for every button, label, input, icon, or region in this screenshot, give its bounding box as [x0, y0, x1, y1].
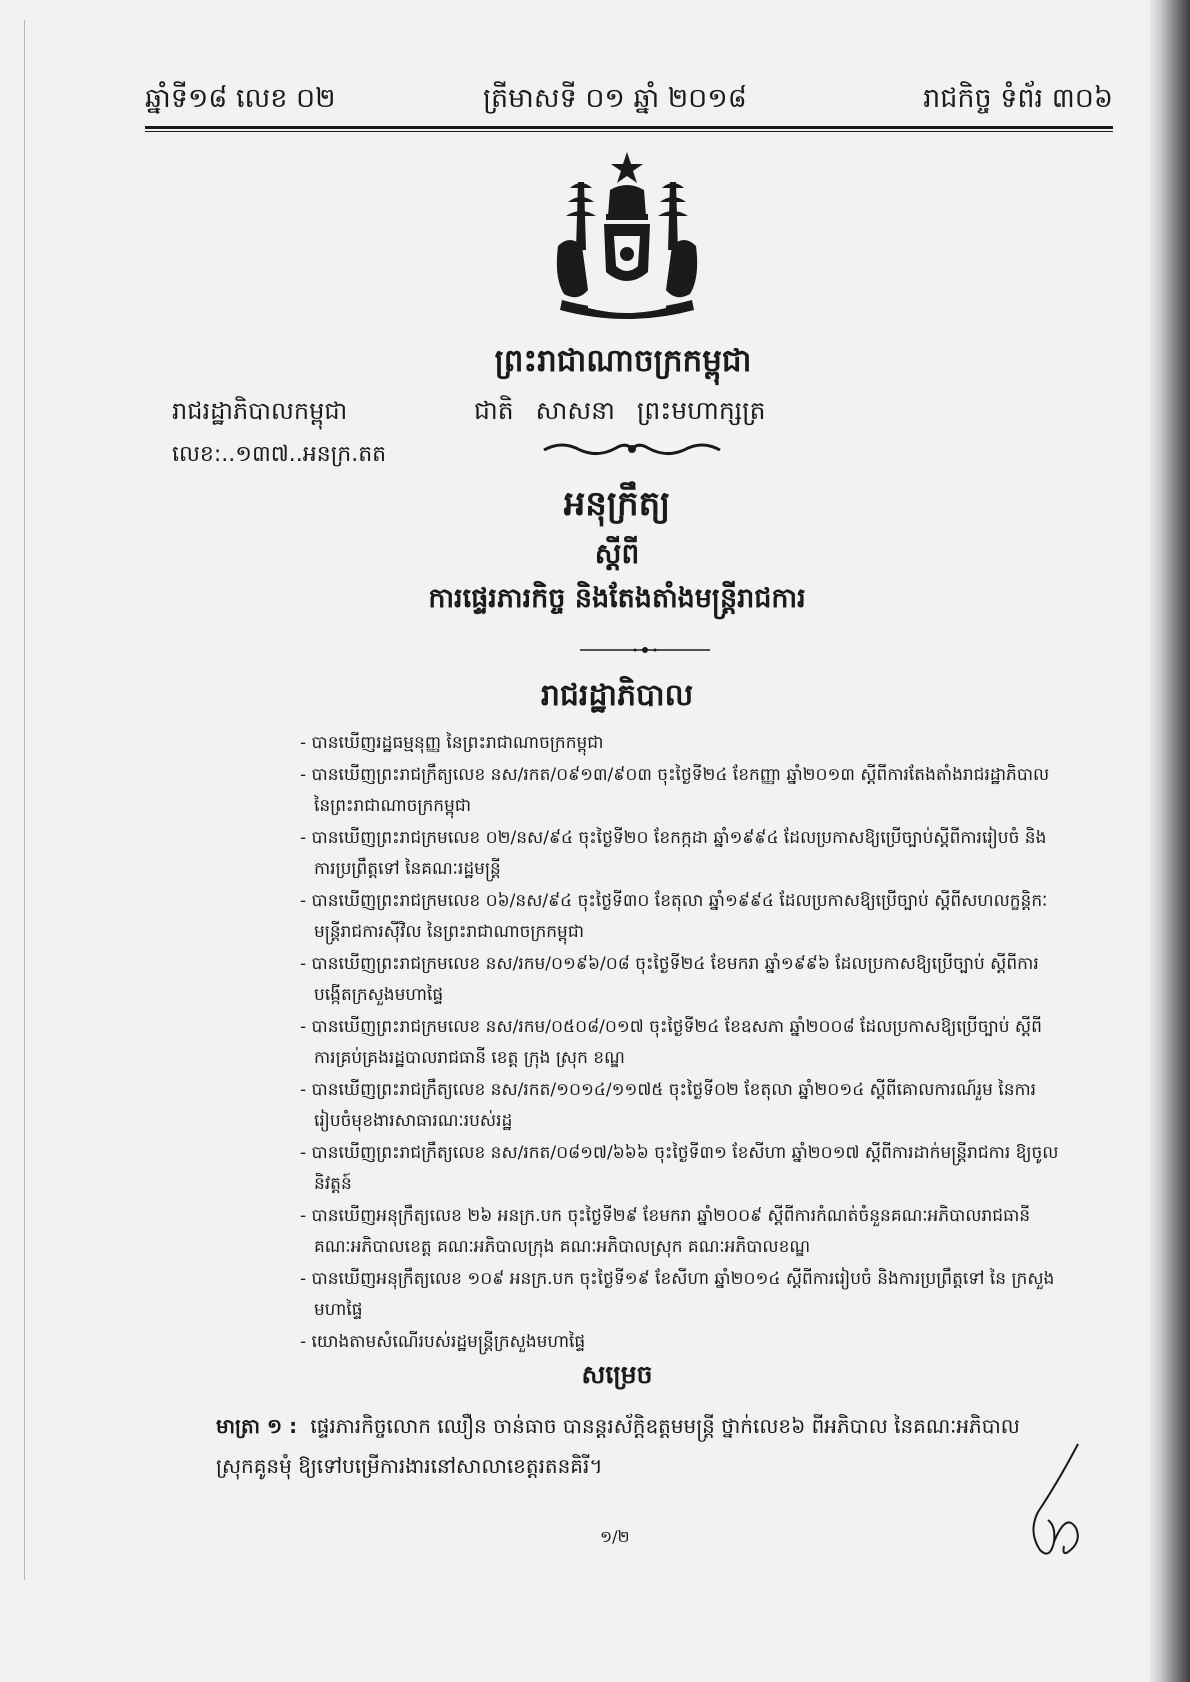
- royal-arms-emblem-icon: [548, 150, 706, 328]
- article-text: ផ្ទេរភារកិច្ចលោក ឈឿន ចាន់ធាច បានន្តរស័ក្តិឧត្តមមន្ត្រី ថ្នាក់លេខ៦ ពីអភិបាល នៃគណៈអភិបាល ស្រុកគូនមុំ ឱ្យទៅបម្រើការងារនៅសាលាខេត្តរតនគិរី។: [216, 1414, 1020, 1478]
- header-rule-thin: [145, 131, 1113, 132]
- article-1: [216, 1406, 1066, 1486]
- document-about: ស្តីពី: [594, 537, 640, 570]
- recital-item: - បានឃើញអនុក្រឹត្យលេខ ១០៩ អនក្រ.បក ចុះថ្ងៃទី១៩ ខែសីហា ឆ្នាំ២០១៤ ស្តីពីការរៀបចំ និងការប្រព្រឹត្តទៅ នៃ ក្រសួងមហាផ្ទៃ: [300, 1268, 1055, 1320]
- recital-item: - បានឃើញព្រះរាជក្រឹត្យលេខ នស/រកត/០៨១៧/៦៦៦ ចុះថ្ងៃទី៣១ ខែសីហា ឆ្នាំ២០១៧ ស្តីពីការដាក់មន្ត្រីរាជការ ឱ្យចូលនិវត្តន៍: [300, 1142, 1059, 1194]
- header-rule: [145, 126, 1113, 129]
- document-number: លេខ:..១៣៧..អនក្រ.តត: [172, 442, 387, 467]
- scan-margin-line: [24, 20, 25, 1580]
- article-label: មាត្រា ១ :: [216, 1414, 298, 1438]
- recital-item: - បានឃើញព្រះរាជក្រមលេខ ០២/នស/៩៤ ចុះថ្ងៃទី២០ ខែកក្កដា ឆ្នាំ១៩៩៤ ដែលប្រកាសឱ្យប្រើច្បាប់ស្តីពីការរៀបចំ និងការប្រព្រឹត្តទៅ នៃគណៈរដ្ឋមន្ត្រី: [300, 827, 1047, 879]
- document-type: អនុក្រឹត្យ: [563, 484, 671, 524]
- document-subject: ការផ្ទេរភារកិច្ច និងតែងតាំងមន្ត្រីរាជការ: [428, 583, 806, 614]
- recital-item: - បានឃើញព្រះរាជក្រមលេខ នស/រកម/០១៩៦/០៨ ចុះថ្ងៃទី២៤ ខែមករា ឆ្នាំ១៩៩៦ ដែលប្រកាសឱ្យប្រើច្បាប់ ស្តីពីការបង្កើតក្រសួងមហាផ្ទៃ: [300, 953, 1039, 1005]
- recital-item: - បានឃើញព្រះរាជក្រឹត្យលេខ នស/រកត/០៩១៣/៩០៣ ចុះថ្ងៃទី២៤ ខែកញ្ញា ឆ្នាំ២០១៣ ស្តីពីការតែងតាំងរាជរដ្ឋាភិបាល នៃព្រះរាជាណាចក្រកម្ពុជា: [300, 764, 1050, 816]
- recital-item: - យោងតាមសំណើរបស់រដ្ឋមន្ត្រីក្រសួងមហាផ្ទៃ: [300, 1331, 586, 1352]
- ornament-divider-icon: [542, 440, 722, 458]
- section-divider-icon: [580, 645, 710, 655]
- scan-edge-shadow: [1148, 0, 1190, 1682]
- recital-item: - បានឃើញព្រះរាជក្រឹត្យលេខ នស/រកត/១០១៤/១១៧៥ ចុះថ្ងៃទី០២ ខែតុលា ឆ្នាំ២០១៤ ស្តីពីគោលការណ៍រួម នៃការ រៀបចំមុខងារសាធារណៈរបស់រដ្ឋ: [300, 1079, 1037, 1131]
- issuing-authority: រាជរដ្ឋាភិបាល: [540, 678, 694, 713]
- recital-item: - បានឃើញព្រះរាជក្រមលេខ នស/រកម/០៥០៨/០១៧ ចុះថ្ងៃទី២៤ ខែឧសភា ឆ្នាំ២០០៨ ដែលប្រកាសឱ្យប្រើច្បាប់ ស្តីពីការគ្រប់គ្រងរដ្ឋបាលរាជធានី ខេត្ត ក្រុង ស្រុក ខណ្ឌ: [300, 1016, 1042, 1068]
- header-page: រាជកិច្ច ទំព័រ ៣០៦: [923, 83, 1113, 114]
- recitals-list: [300, 728, 1060, 1358]
- header-date: ត្រីមាសទី ០១ ឆ្នាំ ២០១៨: [483, 83, 747, 114]
- initial-signature: [1018, 1442, 1098, 1562]
- kingdom-title: ព្រះរាជាណាចក្រកម្ពុជា: [494, 343, 752, 379]
- decision-heading: សម្រេច: [581, 1360, 653, 1389]
- recital-item: - បានឃើញរដ្ឋធម្មនុញ្ញ នៃព្រះរាជាណាចក្រកម្ពុជា: [300, 733, 604, 753]
- gazette-header: [145, 82, 1113, 122]
- recital-item: - បានឃើញអនុក្រឹត្យលេខ ២៦ អនក្រ.បក ចុះថ្ងៃទី២៩ ខែមករា ឆ្នាំ២០០៩ ស្តីពីការកំណត់ចំនួនគណៈអភិបាលរាជធានី គណៈអភិបាលខេត្ត គណៈអភិបាលក្រុង គណៈអភិបាលស្រុក គណៈអភិបាលខណ្ឌ: [300, 1205, 1031, 1257]
- header-issue: ឆ្នាំទី១៨ លេខ ០២: [145, 83, 336, 114]
- page-number: ១/២: [600, 1527, 630, 1546]
- recital-item: - បានឃើញព្រះរាជក្រមលេខ ០៦/នស/៩៤ ចុះថ្ងៃទី៣០ ខែតុលា ឆ្នាំ១៩៩៤ ដែលប្រកាសឱ្យប្រើច្បាប់ ស្តីពីសហលក្ខន្តិកៈ មន្ត្រីរាជការស៊ីវិល នៃព្រះរាជាណាចក្រកម្ពុជា: [300, 890, 1048, 942]
- government-name: រាជរដ្ឋាភិបាលកម្ពុជា: [172, 397, 348, 425]
- national-motto: ជាតិ សាសនា ព្រះមហាក្សត្រ: [474, 396, 766, 425]
